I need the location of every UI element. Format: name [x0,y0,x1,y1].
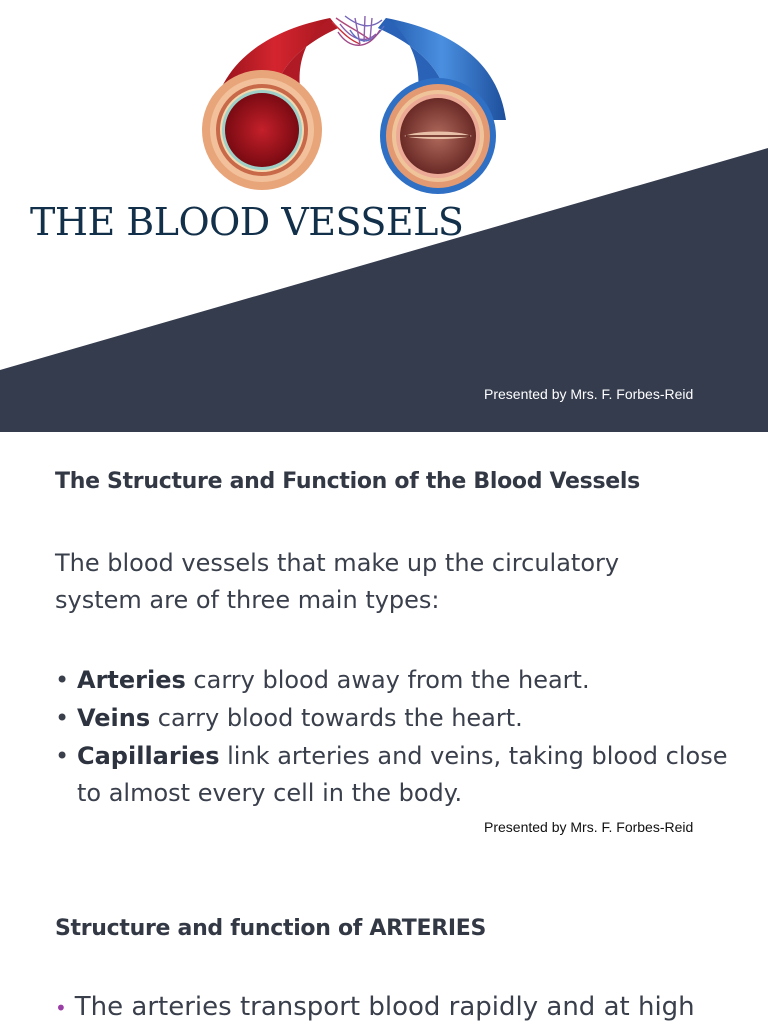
list-item-arteries [55,662,755,699]
bullet-marker: • [55,666,70,694]
bullet-marker: • [55,704,70,732]
slide-heading: Structure and function of ARTERIES [55,916,487,941]
presenter-credit: Presented by Mrs. F. Forbes-Reid [484,386,694,402]
list-item-veins [55,700,755,737]
bullet-marker: • [55,996,67,1020]
presentation-title: THE BLOOD VESSELS [30,200,464,244]
list-item-capillaries [55,738,755,812]
overview-slide [0,432,768,842]
slide-heading: The Structure and Function of the Blood Vessels [55,469,640,494]
title-slide [0,0,768,432]
term-capillaries: Capillaries [77,742,220,770]
presenter-credit: Presented by Mrs. F. Forbes-Reid [484,819,694,835]
term-arteries: Arteries [77,666,186,694]
intro-paragraph: The blood vessels that make up the circulatory system are of three main types: [55,549,620,614]
description-arteries: carry blood away from the heart. [185,666,590,694]
arteries-slide [0,842,768,1024]
description-capillaries: link arteries and veins, taking blood close to almost every cell in the body. [77,742,728,807]
blood-vessels-illustration [200,10,520,210]
bullet-text: The arteries transport blood rapidly and at high [74,992,695,1022]
bullet-marker: • [55,742,70,770]
list-item [55,987,695,1024]
description-veins: carry blood towards the heart. [150,704,523,732]
term-veins: Veins [77,704,151,732]
vessel-types-list [55,662,755,813]
